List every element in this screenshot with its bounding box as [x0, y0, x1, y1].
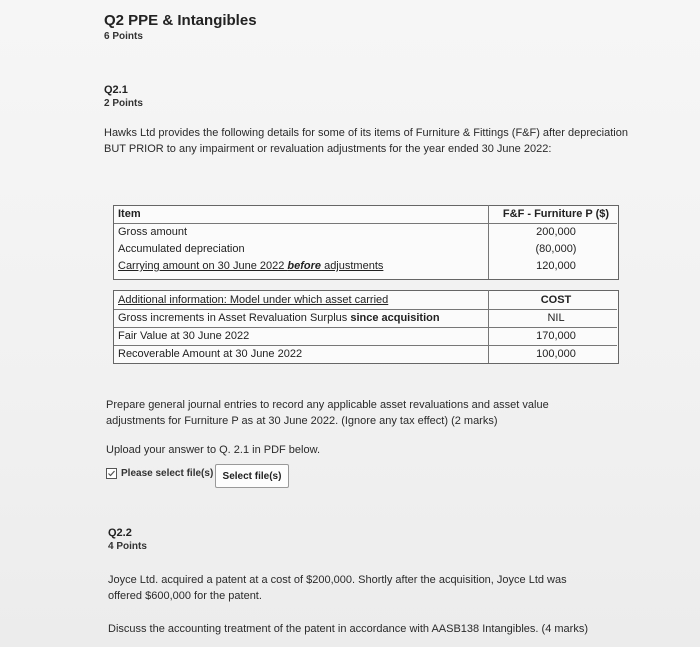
file-upload-icon [106, 468, 117, 479]
table1-header-row [114, 206, 617, 224]
question-title: Q2 PPE & Intangibles [104, 12, 257, 29]
table1-row-value: (80,000) [535, 243, 577, 255]
table2-row-label: Additional information: Model under which asset carried [118, 294, 389, 306]
table1 [114, 206, 617, 275]
table-row [114, 292, 617, 310]
table-row [114, 310, 617, 328]
table-row [114, 346, 617, 364]
table2-row-value: NIL [495, 310, 617, 328]
table2-row-value: 100,000 [495, 346, 617, 364]
label-emphasis: since acquisition [350, 312, 440, 324]
table2-divider [488, 290, 489, 363]
table1-row-label: Gross amount [114, 224, 495, 242]
table1-row-value: 200,000 [495, 224, 617, 242]
upload-prompt: Upload your answer to Q. 2.1 in PDF below. [106, 444, 320, 456]
table-row [114, 328, 617, 346]
table1-row-label: Accumulated depreciation [118, 243, 245, 255]
table1-header-value: F&F - Furniture P ($) [502, 208, 610, 220]
table2-row-label: Fair Value at 30 June 2022 [114, 328, 495, 346]
table1-row-value: 120,000 [536, 260, 576, 272]
q21-intro: Hawks Ltd provides the following details for some of its items of Furniture & Fittings (F&F) after depreciation BUT PRIOR to any impairment or revaluation adjustments for the year ended 30 June 2022: [104, 127, 628, 155]
question-points: 6 Points [104, 31, 143, 42]
label-emphasis: before [287, 260, 322, 272]
upload-status [106, 468, 213, 479]
table1-header-item: Item [118, 208, 141, 220]
q21-label: Q2.1 [104, 84, 128, 96]
q22-text: Joyce Ltd. acquired a patent at a cost of $200,000. Shortly after the acquisition, Joyce Ltd was offered $600,000 for the patent. [108, 574, 567, 602]
table2-row-value: 170,000 [495, 328, 617, 346]
table1-divider [488, 205, 489, 279]
upload-status-text: Please select file(s) [121, 468, 214, 479]
table1-row-label [114, 258, 495, 275]
q21-task: Prepare general journal entries to record any applicable asset revaluations and asset value adjustments for Furniture P as at 30 June 2022. (Ignore any tax effect) (2 marks) [106, 399, 549, 427]
q22-label: Q2.2 [108, 527, 132, 539]
table2-row-label: Recoverable Amount at 30 June 2022 [114, 346, 495, 364]
select-files-button[interactable]: Select file(s) [215, 464, 289, 488]
q22-points: 4 Points [108, 541, 147, 552]
q21-points: 2 Points [104, 98, 143, 109]
label-prefix: Carrying amount on 30 June 2022 [118, 260, 288, 272]
table2-row-value: COST [540, 294, 572, 306]
label-suffix: adjustments [321, 260, 384, 272]
label-prefix: Gross increments in Asset Revaluation Surplus [118, 312, 351, 324]
table-row [114, 258, 617, 275]
table-row [114, 224, 617, 242]
q22-task: Discuss the accounting treatment of the patent in accordance with AASB138 Intangibles. (4 marks) [108, 623, 588, 635]
table2-row-label [114, 310, 495, 328]
table-row [114, 241, 617, 258]
table2 [114, 292, 617, 363]
